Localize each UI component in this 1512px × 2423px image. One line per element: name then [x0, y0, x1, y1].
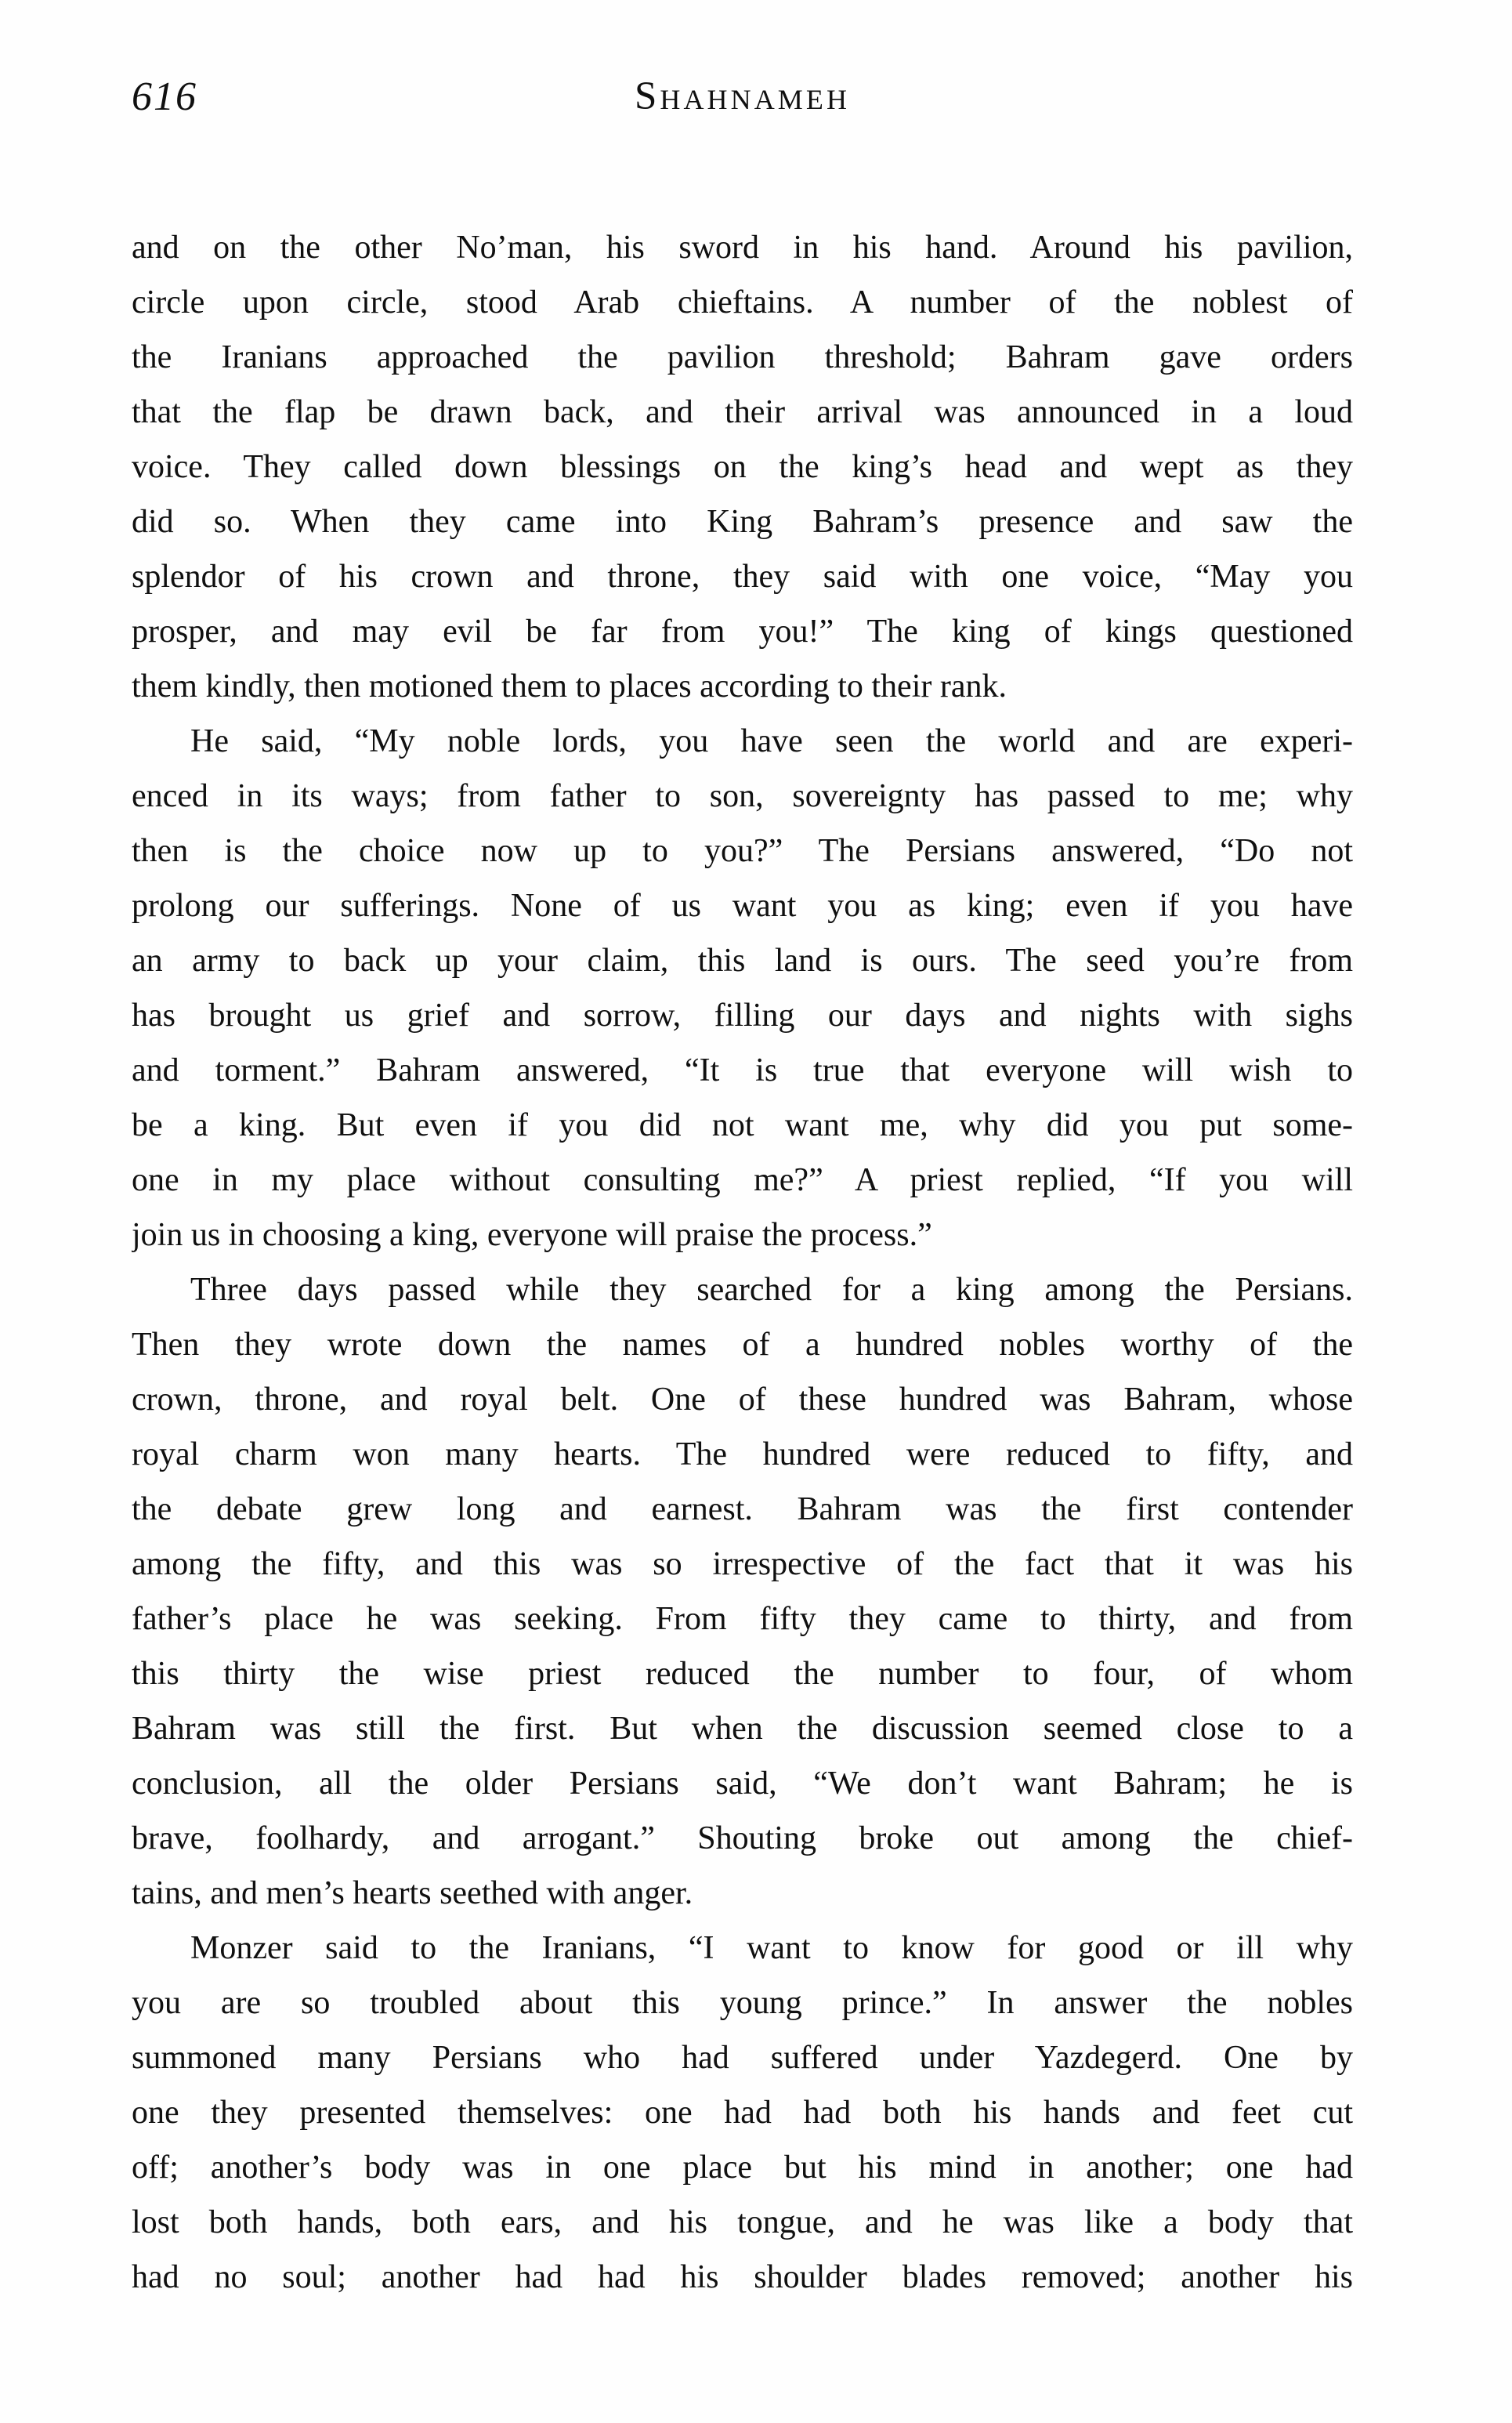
- text-line: crown, throne, and royal belt. One of these hundred was Bahram, whose: [132, 1382, 1353, 1418]
- paragraph: [132, 714, 1353, 1262]
- paragraph: [132, 1262, 1353, 1921]
- text-line: prolong our sufferings. None of us want you as king; even if you have: [132, 888, 1353, 924]
- text-line: summoned many Persians who had suffered under Yazdegerd. One by: [132, 2040, 1353, 2076]
- text-line: off; another’s body was in one place but his mind in another; one had: [132, 2150, 1353, 2186]
- text-line: had no soul; another had had his shoulder blades removed; another his: [132, 2259, 1353, 2295]
- text-line: Three days passed while they searched for a king among the Persians.: [190, 1272, 1353, 1308]
- text-line: lost both hands, both ears, and his tongue, and he was like a body that: [132, 2204, 1353, 2240]
- text-line: has brought us grief and sorrow, filling our days and nights with sighs: [132, 998, 1353, 1034]
- running-title: Shahnameh: [634, 74, 851, 118]
- text-line: splendor of his crown and throne, they said with one voice, “May you: [132, 559, 1353, 595]
- text-line: Then they wrote down the names of a hundred nobles worthy of the: [132, 1327, 1353, 1363]
- text-line: that the flap be drawn back, and their arrival was announced in a loud: [132, 394, 1353, 430]
- page-number: 616: [132, 74, 197, 119]
- text-line: conclusion, all the older Persians said, “We don’t want Bahram; he is: [132, 1766, 1353, 1802]
- text-line: prosper, and may evil be far from you!” The king of kings questioned: [132, 614, 1353, 650]
- text-line: tains, and men’s hearts seethed with anger.: [132, 1875, 693, 1911]
- text-line: royal charm won many hearts. The hundred were reduced to fifty, and: [132, 1436, 1353, 1472]
- text-line: father’s place he was seeking. From fifty they came to thirty, and from: [132, 1601, 1353, 1637]
- body-text: [132, 220, 1353, 2305]
- text-line: He said, “My noble lords, you have seen the world and are experi-: [190, 723, 1353, 759]
- page-header: [132, 69, 1353, 132]
- text-line: you are so troubled about this young prince.” In answer the nobles: [132, 1985, 1353, 2021]
- text-line: then is the choice now up to you?” The Persians answered, “Do not: [132, 833, 1353, 869]
- text-line: voice. They called down blessings on the king’s head and wept as they: [132, 449, 1353, 485]
- text-line: Bahram was still the first. But when the discussion seemed close to a: [132, 1711, 1353, 1747]
- paragraph: [132, 220, 1353, 714]
- text-line: and torment.” Bahram answered, “It is true that everyone will wish to: [132, 1052, 1353, 1088]
- text-line: the debate grew long and earnest. Bahram was the first contender: [132, 1491, 1353, 1527]
- text-line: an army to back up your claim, this land is ours. The seed you’re from: [132, 943, 1353, 979]
- text-line: one they presented themselves: one had had both his hands and feet cut: [132, 2095, 1353, 2131]
- paragraph: [132, 1921, 1353, 2305]
- text-line: one in my place without consulting me?” A priest replied, “If you will: [132, 1162, 1353, 1198]
- text-line: brave, foolhardy, and arrogant.” Shouting broke out among the chief-: [132, 1820, 1353, 1856]
- text-line: them kindly, then motioned them to places according to their rank.: [132, 668, 1007, 704]
- text-line: circle upon circle, stood Arab chieftains. A number of the noblest of: [132, 284, 1353, 321]
- text-line: and on the other No’man, his sword in his hand. Around his pavilion,: [132, 230, 1353, 266]
- text-line: be a king. But even if you did not want me, why did you put some-: [132, 1107, 1353, 1143]
- text-line: join us in choosing a king, everyone will praise the process.”: [132, 1217, 932, 1253]
- text-line: Monzer said to the Iranians, “I want to know for good or ill why: [190, 1930, 1353, 1966]
- text-line: enced in its ways; from father to son, sovereignty has passed to me; why: [132, 778, 1353, 814]
- text-line: did so. When they came into King Bahram’s presence and saw the: [132, 504, 1353, 540]
- text-line: this thirty the wise priest reduced the number to four, of whom: [132, 1656, 1353, 1692]
- text-line: among the fifty, and this was so irrespective of the fact that it was his: [132, 1546, 1353, 1582]
- text-line: the Iranians approached the pavilion threshold; Bahram gave orders: [132, 339, 1353, 375]
